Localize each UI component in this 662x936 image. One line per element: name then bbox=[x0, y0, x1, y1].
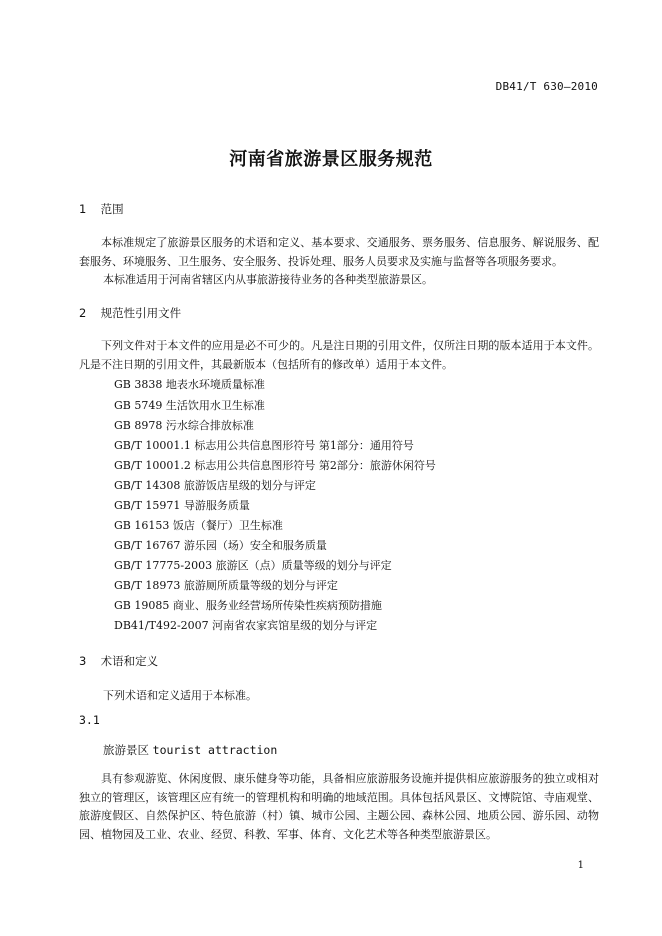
reference-item: GB/T 10001.2 标志用公共信息图形符号 第2部分：旅游休闲符号 bbox=[114, 459, 436, 472]
reference-item: GB/T 16767 游乐园（场）安全和服务质量 bbox=[114, 539, 327, 552]
section-number: 3 bbox=[79, 654, 87, 668]
term-english: tourist attraction bbox=[152, 743, 278, 757]
term-definition: 具有参观游览、休闲度假、康乐健身等功能，具备相应旅游服务设施并提供相应旅游服务的独立或相对独立的管理区，该管理区应有统一的管理机构和明确的地域范围。具体包括风景区、文博院馆、寺庙观堂、旅游度假区、自然保护区、特色旅游（村）镇、城市公园、主题公园、森林公园、地质公园、游乐园、动物园、植物园及工业、农业、经贸、科教、军事、体育、文化艺术等各种类型旅游景区。 bbox=[79, 772, 599, 841]
reference-item: GB 16153 饭店（餐厅）卫生标准 bbox=[114, 519, 283, 532]
section-number: 1 bbox=[79, 202, 87, 216]
section-heading-normative-references bbox=[79, 305, 181, 321]
paragraph: 下列文件对于本文件的应用是必不可少的。凡是注日期的引用文件，仅所注日期的版本适用于本文件。凡是不注日期的引用文件，其最新版本（包括所有的修改单）适用于本文件。 bbox=[79, 339, 599, 371]
reference-item: GB/T 15971 导游服务质量 bbox=[114, 499, 250, 512]
paragraph: 本标准适用于河南省辖区内从事旅游接待业务的各种类型旅游景区。 bbox=[103, 273, 433, 286]
section-title: 术语和定义 bbox=[100, 654, 159, 668]
section-title: 范围 bbox=[100, 202, 124, 216]
section-title: 规范性引用文件 bbox=[100, 306, 182, 320]
reference-item: GB/T 10001.1 标志用公共信息图形符号 第1部分：通用符号 bbox=[114, 439, 414, 452]
reference-item: GB 8978 污水综合排放标准 bbox=[114, 419, 254, 432]
section-number: 2 bbox=[79, 306, 87, 320]
section-heading-terms-and-definitions bbox=[79, 653, 158, 669]
reference-item: GB/T 18973 旅游厕所质量等级的划分与评定 bbox=[114, 579, 338, 592]
term-entry bbox=[103, 742, 277, 758]
section-heading-scope bbox=[79, 201, 124, 217]
reference-item: GB 19085 商业、服务业经营场所传染性疾病预防措施 bbox=[114, 599, 382, 612]
reference-item: GB 3838 地表水环境质量标准 bbox=[114, 378, 265, 391]
page-title: 河南省旅游景区服务规范 bbox=[229, 149, 433, 170]
subsection-number: 3.1 bbox=[79, 713, 100, 727]
reference-item: DB41/T492-2007 河南省农家宾馆星级的划分与评定 bbox=[114, 619, 378, 632]
term-chinese: 旅游景区 bbox=[103, 743, 149, 757]
reference-item: GB/T 14308 旅游饭店星级的划分与评定 bbox=[114, 479, 316, 492]
page-number: 1 bbox=[577, 860, 584, 871]
reference-item: GB/T 17775-2003 旅游区（点）质量等级的划分与评定 bbox=[114, 559, 392, 572]
document-code: DB41/T 630—2010 bbox=[495, 80, 598, 93]
paragraph: 下列术语和定义适用于本标准。 bbox=[103, 689, 257, 702]
reference-item: GB 5749 生活饮用水卫生标准 bbox=[114, 399, 265, 412]
paragraph: 本标准规定了旅游景区服务的术语和定义、基本要求、交通服务、票务服务、信息服务、解说服务、配套服务、环境服务、卫生服务、安全服务、投诉处理、服务人员要求及实施与监督等各项服务要求。 bbox=[79, 236, 599, 268]
